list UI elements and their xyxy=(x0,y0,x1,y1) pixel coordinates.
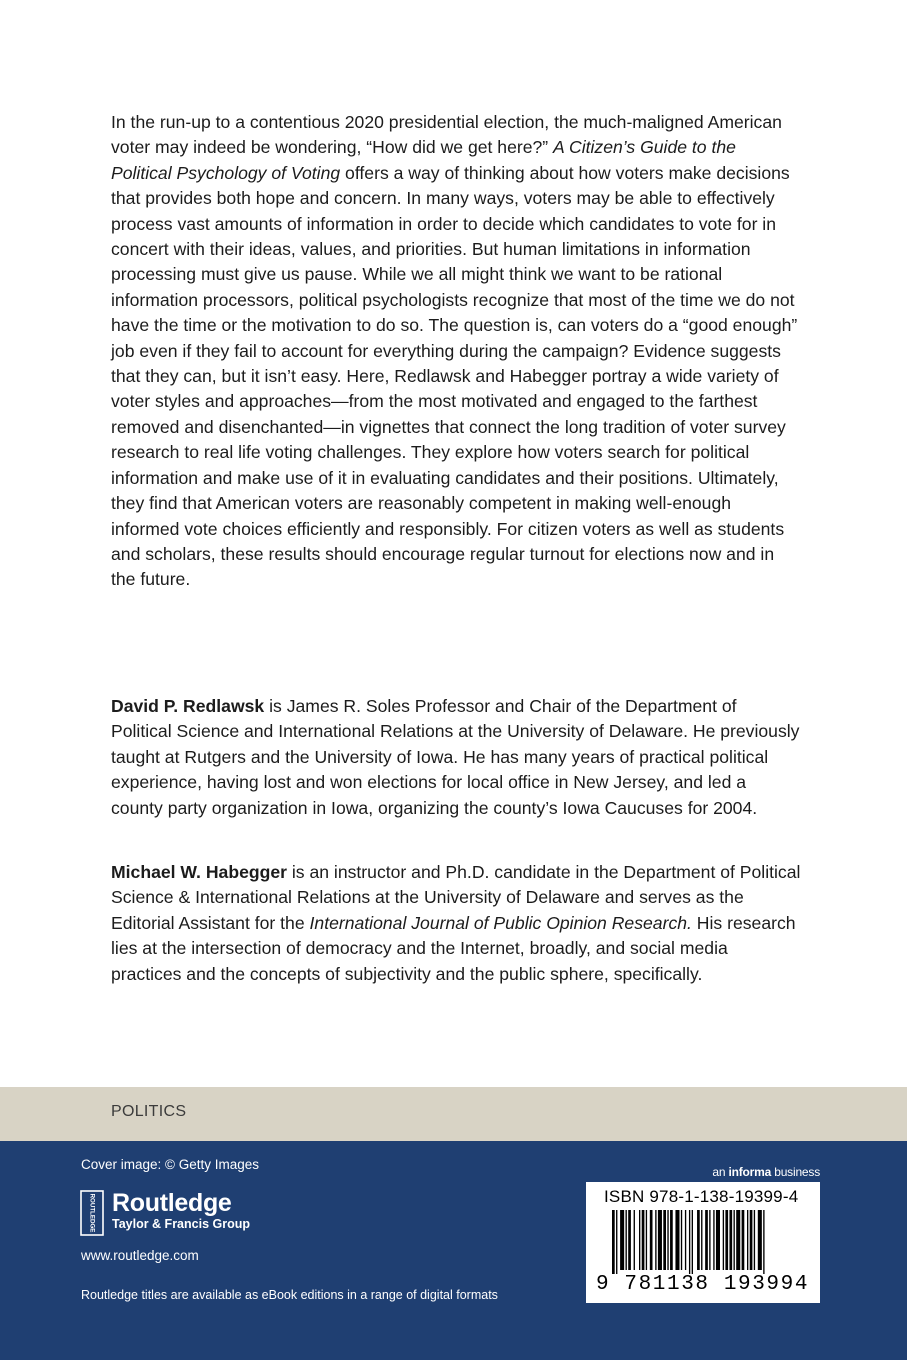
book-title: A Citizen’s Guide to the Political Psychology of Voting xyxy=(111,137,736,183)
publisher-website: www.routledge.com xyxy=(81,1248,199,1263)
description-text-2: offers a way of thinking about how voters make decisions that provides both hope and concern. In many ways, voters may be able to effectively process vast amounts of information in order to decide which candidates to vote for in concert with their ideas, values, and priorities. But human limitations in information processing must give us pause. While we all might think we want to be rational information processors, political psychologists recognize that most of the time we do not have the time or the motivation to do so. The question is, can voters do a “good enough” job even if they fail to account for everything during the campaign? Evidence suggests that they can, but it isn’t easy. Here, Redlawsk and Habegger portray a wide variety of voter styles and approaches—from the most motivated and engaged to the farthest removed and disenchanted—in vignettes that connect the long tradition of voter survey research to real life voting challenges. They explore how voters search for political information and make use of it in evaluating candidates and their positions. Ultimately, they find that American voters are reasonably competent in making well-enough informed vote choices efficiently and responsibly. For citizen voters as well as students and scholars, these results should encourage regular turnout for elections now and in the future. xyxy=(111,162,798,590)
barcode-bar xyxy=(675,1210,679,1270)
informa-tagline xyxy=(712,1165,820,1179)
publisher-wordmark xyxy=(112,1190,250,1232)
publisher-group: Taylor & Francis Group xyxy=(112,1217,250,1231)
barcode-bar xyxy=(642,1210,645,1270)
barcode-bar xyxy=(646,1210,647,1270)
author-name: Michael W. Habegger xyxy=(111,862,287,882)
informa-prefix: an xyxy=(712,1165,729,1179)
barcode-bar xyxy=(667,1210,668,1270)
bio-paragraph xyxy=(111,860,801,987)
barcode-bar xyxy=(725,1210,728,1270)
barcode-bar xyxy=(713,1210,714,1270)
bio-text-2: His research lies at the intersection of democracy and the Internet, broadly, and social media practices and the concepts of subjectivity and the public sphere, specifically. xyxy=(111,912,796,984)
informa-brand: informa xyxy=(728,1165,772,1179)
barcode-bar xyxy=(634,1210,635,1270)
isbn-barcode-box xyxy=(586,1182,820,1303)
barcode-bar xyxy=(734,1210,735,1270)
barcode-bar xyxy=(750,1210,753,1270)
barcode-bar xyxy=(650,1210,653,1270)
barcode-bar xyxy=(692,1210,693,1274)
barcode-bar xyxy=(758,1210,762,1270)
barcode-bar xyxy=(612,1210,615,1274)
barcode-bar xyxy=(723,1210,724,1270)
barcode-bar xyxy=(729,1210,732,1270)
barcode-bar xyxy=(620,1210,624,1270)
barcode-bar xyxy=(626,1210,627,1270)
logo-mark-text: ROUTLEDGE xyxy=(88,1193,96,1233)
barcode-digits: 9 781138 193994 xyxy=(596,1273,810,1296)
barcode-bar xyxy=(701,1210,702,1270)
barcode-bar xyxy=(763,1210,764,1274)
barcode-bar xyxy=(628,1210,631,1270)
bio-text: is James R. Soles Professor and Chair of the Department of Political Science and International Relations at the University of Delaware. He previously taught at Rutgers and the University of Iowa. He has many years of practical political experience, having lost and won elections for local office in New Jersey, and led a county party organization in Iowa, organizing the county’s Iowa Caucuses for 2004. xyxy=(111,696,800,818)
description-text-1: In the run-up to a contentious 2020 presidential election, the much-maligned American voter may indeed be wondering, “How did we get here?” xyxy=(111,112,782,158)
barcode-bar xyxy=(681,1210,682,1270)
cover-credit: Cover image: © Getty Images xyxy=(81,1157,260,1172)
bio-paragraph xyxy=(111,694,801,821)
routledge-logo xyxy=(80,1190,250,1236)
informa-suffix: business xyxy=(771,1165,820,1179)
isbn-number: ISBN 978-1-138-19399-4 xyxy=(604,1187,799,1206)
subject-category: POLITICS xyxy=(111,1103,187,1120)
author-bio-habegger xyxy=(111,860,801,987)
barcode-bar xyxy=(742,1210,745,1270)
author-bio-redlawsk xyxy=(111,694,801,821)
subject-band xyxy=(0,1087,907,1141)
barcode-bar xyxy=(685,1210,686,1270)
barcode-bar xyxy=(639,1210,640,1270)
barcode-bar xyxy=(658,1210,662,1270)
author-name: David P. Redlawsk xyxy=(111,696,265,716)
barcode-bar xyxy=(663,1210,666,1270)
barcode-bar xyxy=(716,1210,720,1270)
barcode-bar xyxy=(754,1210,755,1270)
routledge-logo-icon xyxy=(80,1190,104,1236)
barcode-bar xyxy=(709,1210,710,1270)
bio-text-1: is an instructor and Ph.D. candidate in the Department of Political Science & International Relations at the University of Delaware and serves as the Editorial Assistant for the xyxy=(111,862,801,933)
barcode-bar xyxy=(705,1210,708,1270)
barcode-bar xyxy=(697,1210,700,1270)
publisher-footer xyxy=(0,1141,907,1360)
barcode-bar xyxy=(689,1210,690,1274)
description-paragraph xyxy=(111,110,801,593)
barcode-icon xyxy=(596,1210,810,1274)
barcode-bar xyxy=(655,1210,656,1270)
book-description xyxy=(111,110,801,593)
barcode-bar xyxy=(670,1210,673,1270)
barcode-bar xyxy=(747,1210,748,1270)
barcode-bar xyxy=(736,1210,740,1270)
publisher-name: Routledge xyxy=(112,1189,232,1217)
barcode-bar xyxy=(616,1210,617,1274)
journal-title: International Journal of Public Opinion Research. xyxy=(309,912,692,933)
ebook-note: Routledge titles are available as eBook editions in a range of digital formats xyxy=(81,1288,498,1302)
